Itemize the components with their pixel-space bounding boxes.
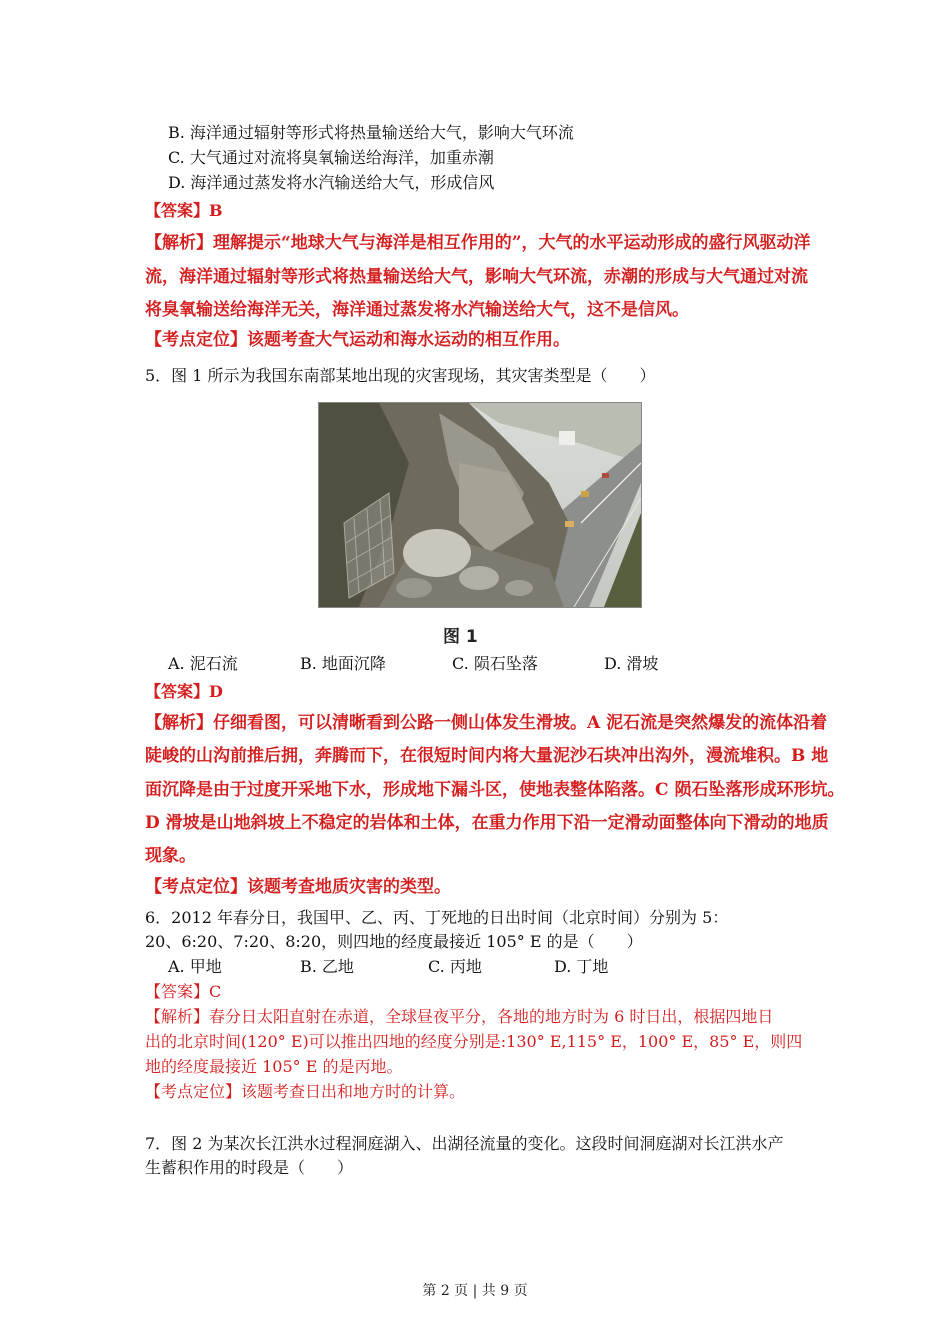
landslide-photo <box>318 402 642 608</box>
q4-option-c: C. 大气通过对流将臭氧输送给海洋，加重赤潮 <box>168 148 494 167</box>
q6-answer: 【答案】C <box>145 982 222 1001</box>
q6-option-a: A. 甲地 <box>168 957 222 976</box>
q5-answer: 【答案】D <box>145 682 223 701</box>
q6-option-c: C. 丙地 <box>428 957 482 976</box>
q4-option-d: D. 海洋通过蒸发将水汽输送给大气，形成信风 <box>168 173 495 192</box>
q6-analysis-line-3: 地的经度最接近 105° E 的是丙地。 <box>145 1057 403 1076</box>
q6-question-line-2: 20、6:20、7:20、8:20，则四地的经度最接近 105° E 的是（ ） <box>145 932 643 951</box>
q6-exam-point: 【考点定位】该题考查日出和地方时的计算。 <box>145 1082 466 1101</box>
q6-analysis-line-2: 出的北京时间(120° E)可以推出四地的经度分别是:130° E,115° E，100° E，85° E，则四 <box>145 1032 803 1051</box>
q4-answer: 【答案】B <box>145 201 223 220</box>
q5-option-d: D. 滑坡 <box>604 654 659 673</box>
q5-question: 5．图 1 所示为我国东南部某地出现的灾害现场，其灾害类型是（ ） <box>145 366 656 385</box>
q7-question-line-1: 7．图 2 为某次长江洪水过程洞庭湖入、出湖径流量的变化。这段时间洞庭湖对长江洪水产 <box>145 1134 784 1153</box>
q5-analysis-line-5: 现象。 <box>145 846 196 866</box>
page-footer: 第 2 页 | 共 9 页 <box>422 1283 528 1299</box>
q6-analysis-line-1: 【解析】春分日太阳直射在赤道，全球昼夜平分，各地的地方时为 6 时日出，根据四地日 <box>145 1007 774 1026</box>
q5-analysis-line-4: D 滑坡是山地斜坡上不稳定的岩体和土体，在重力作用下沿一定滑动面整体向下滑动的地质 <box>145 813 829 833</box>
q7-question-line-2: 生蓄积作用的时段是（ ） <box>145 1158 354 1177</box>
q5-analysis-line-1: 【解析】仔细看图，可以清晰看到公路一侧山体发生滑坡。A 泥石流是突然爆发的流体沿着 <box>145 713 828 733</box>
q6-question-line-1: 6．2012 年春分日，我国甲、乙、丙、丁死地的日出时间（北京时间）分别为 5： <box>145 908 729 927</box>
q6-option-d: D. 丁地 <box>554 957 609 976</box>
q5-exam-point: 【考点定位】该题考查地质灾害的类型。 <box>145 877 451 897</box>
q4-analysis-line-3: 将臭氧输送给海洋无关，海洋通过蒸发将水汽输送给大气，这不是信风。 <box>145 300 689 320</box>
figure-1-caption: 图 1 <box>443 627 478 647</box>
q6-option-b: B. 乙地 <box>300 957 354 976</box>
q5-analysis-line-3: 面沉降是由于过度开采地下水，形成地下漏斗区，使地表整体陷落。C 陨石坠落形成环形坑。 <box>145 780 845 800</box>
q4-analysis-line-2: 流，海洋通过辐射等形式将热量输送给大气，影响大气环流，赤潮的形成与大气通过对流 <box>145 267 808 287</box>
q4-analysis-line-1: 【解析】理解提示“地球大气与海洋是相互作用的”，大气的水平运动形成的盛行风驱动洋 <box>145 233 811 253</box>
q4-exam-point: 【考点定位】该题考查大气运动和海水运动的相互作用。 <box>145 330 570 350</box>
q5-option-c: C. 陨石坠落 <box>452 654 538 673</box>
q4-option-b: B. 海洋通过辐射等形式将热量输送给大气，影响大气环流 <box>168 123 574 142</box>
q5-option-a: A. 泥石流 <box>168 654 238 673</box>
q5-analysis-line-2: 陡峻的山沟前推后拥，奔腾而下，在很短时间内将大量泥沙石块冲出沟外，漫流堆积。B 地 <box>145 746 829 766</box>
q5-option-b: B. 地面沉降 <box>300 654 386 673</box>
